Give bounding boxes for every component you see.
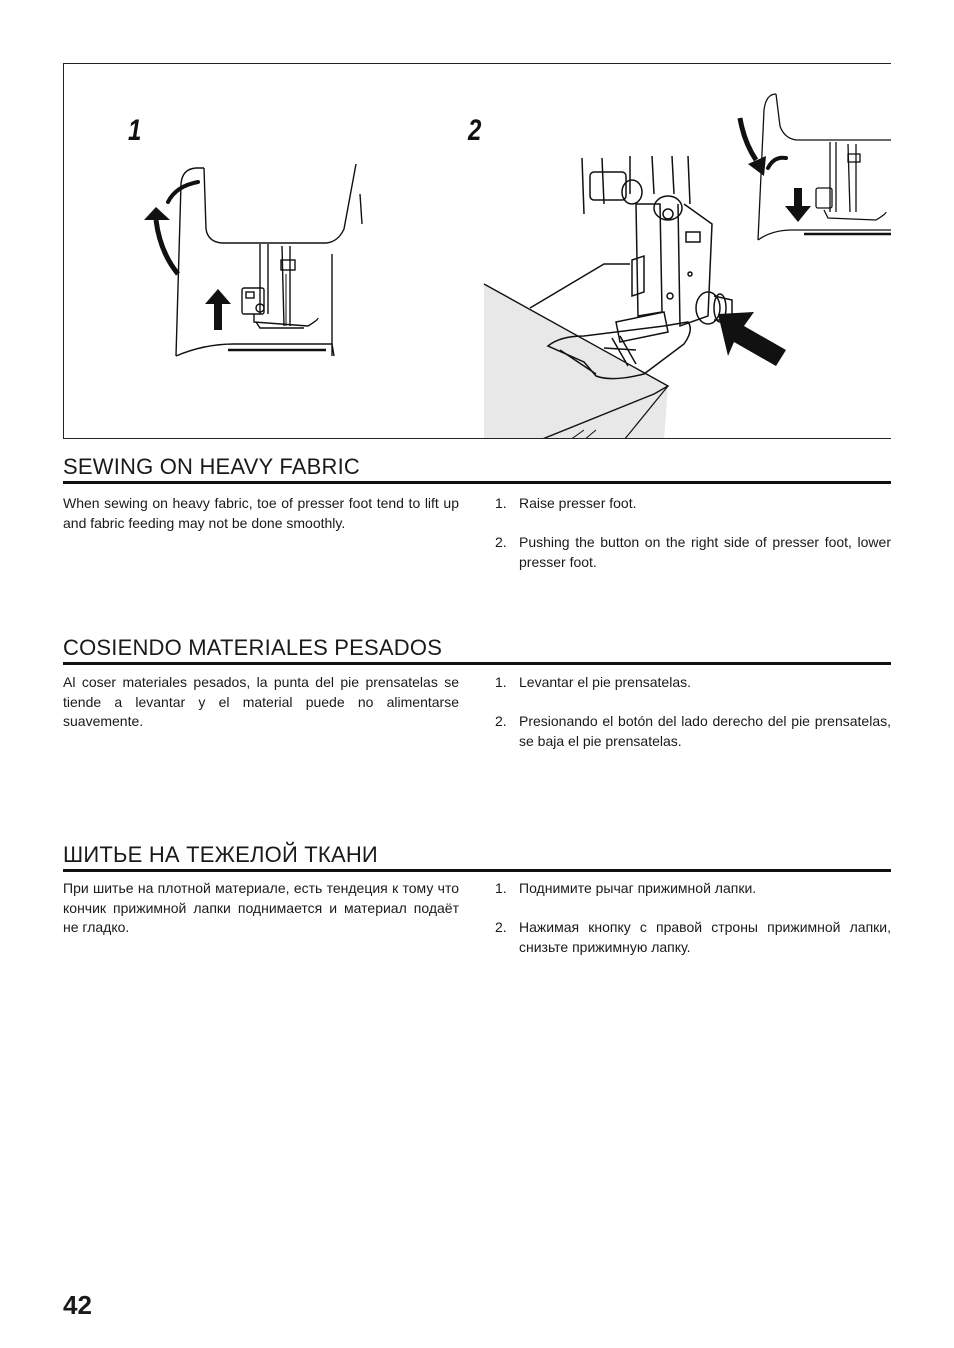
intro-text-russian: При шитье на плотной материале, есть тендеция к тому что кончик прижимной лапки поднимается и материал подаёт не гладко. <box>63 880 459 935</box>
step-number: 1. <box>495 495 507 511</box>
figure-2-push-arrow <box>718 312 786 366</box>
illustration-frame <box>63 63 891 439</box>
intro-text-spanish: Al coser materiales pesados, la punta del pie prensatelas se tiende a levantar y el material puede no alimentarse suavemente. <box>63 674 459 729</box>
section-title-english: SEWING ON HEAVY FABRIC <box>63 454 891 484</box>
step-item <box>495 879 891 899</box>
step-text: Нажимая кнопку с правой строны прижимной лапки, снизьте прижимную лапку. <box>519 919 891 955</box>
step-item <box>495 712 891 751</box>
page-number: 42 <box>63 1290 92 1320</box>
step-1-label: 1 <box>128 114 142 147</box>
figure-1-machine <box>168 164 362 356</box>
step-item <box>495 673 891 693</box>
figure-1-lever-arrow <box>144 207 178 274</box>
steps-list-russian <box>495 879 891 977</box>
steps-list-spanish <box>495 673 891 771</box>
section-title-spanish: COSIENDO MATERIALES PESADOS <box>63 635 891 665</box>
figure-1-up-arrow <box>205 289 231 330</box>
step-item <box>495 918 891 957</box>
step-number: 1. <box>495 674 507 690</box>
step-text: Levantar el pie prensatelas. <box>519 674 691 690</box>
section-spanish <box>63 635 891 749</box>
section-russian <box>63 842 891 955</box>
figure-2-inset-down-arrow <box>785 188 811 222</box>
step-text: Presionando el botón del lado derecho del pie prensatelas, se baja el pie prensatelas. <box>519 713 891 749</box>
figure-2-inset-machine <box>758 94 891 240</box>
step-text: Pushing the button on the right side of presser foot, lower presser foot. <box>519 534 891 570</box>
steps-list-english <box>495 494 891 592</box>
step-text: Поднимите рычаг прижимной лапки. <box>519 880 757 896</box>
step-item <box>495 494 891 514</box>
step-number: 2. <box>495 534 507 550</box>
step-number: 1. <box>495 880 507 896</box>
step-number: 2. <box>495 919 507 935</box>
section-english <box>63 454 891 570</box>
step-number: 2. <box>495 713 507 729</box>
step-item <box>495 533 891 572</box>
step-2-label: 2 <box>468 114 482 147</box>
step-text: Raise presser foot. <box>519 495 637 511</box>
intro-text-english: When sewing on heavy fabric, toe of presser foot tend to lift up and fabric feeding may not be done smoothly. <box>63 495 459 531</box>
section-title-russian: ШИТЬЕ НА ТЕЖЕЛОЙ ТКАНИ <box>63 842 891 872</box>
